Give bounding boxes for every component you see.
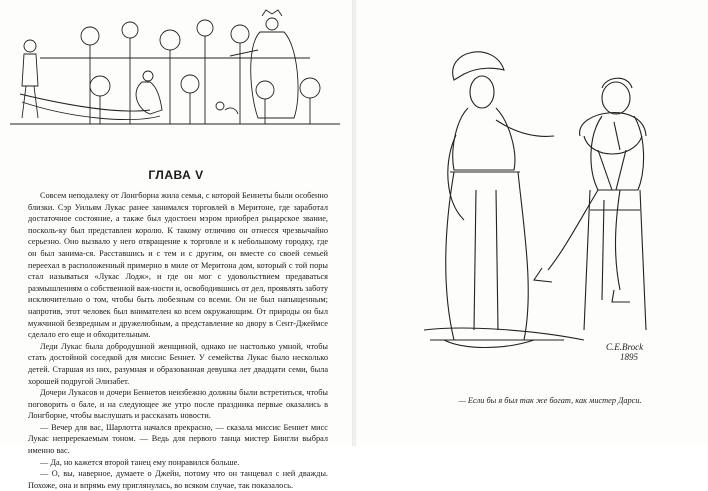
left-page [0, 0, 352, 490]
paragraph: — Вечер для вас, Шарлотта начался прекрасно, — сказала миссис Беннет мисс Лукас непререкаемым тоном. — Ведь для первого танца мистер Бингли выбрал именно вас. [28, 422, 328, 456]
illustration-woman-and-boy [384, 40, 684, 390]
paragraph: — Да, но кажется второй танец ему понравился больше. [40, 457, 240, 467]
header-illustration [10, 6, 340, 134]
illustration-caption: — Если бы я был так же богат, как мистер Дарси. [458, 396, 642, 405]
paragraph: Леди Лукас была добродушной женщиной, однако не настолько умной, чтобы стать достойной соседкой для миссис Беннет. У семейства Лукас было несколько детей. Старшая из них, разумная и образованная девушка лет двадцати семи, была хорошей подругой Элизабет. [28, 341, 328, 386]
paragraph: Совсем неподалеку от Лонгборна жила семья, с которой Беннеты были особенно близки. Сэр Уильям Лукас ранее занимался торговлей в Меритоне, где заработал достаточное состояние, а также был удостоен мэром приобрел рыцарское звание, посколь-ку был представлен королю. К такому отличию он отнесся чрезвычайно серьезно. Оно вызвало у него отвращение к торговле и к небольшому городку, где он был занима-ся. Расставшись и с тем и с другим, он вместе со своей семьей переехал в расположенный примерно в миле от Меритона дом, который с той поры стал называться «Лукас Лодж», и где он мог с удовольствием предаваться размышлениям о собственной важ-ности и, освободившись от дел, проявлять заботу исключительно о том, чтобы быть любезным со всеми. Он не был напыщенным; напротив, этот человек был внимателен ко всем окружающим. От природы он был мужчиной безвредным и дружелюбным, а представление ко двору в Сент-Джеймсе сделало его еще и обходительным. [28, 191, 328, 340]
artist-signature: C.E.Brock 1895 [606, 342, 644, 362]
paragraph: — О, вы, наверное, думаете о Джейн, потому что он танцевал с ней дважды. Похоже, она и впрямь ему приглянулась, во всяком случае, так показалось. [28, 469, 328, 490]
paragraph: Дочери Лукасов и дочери Беннетов неизбежно должны были встретиться, чтобы поговорить о бале, и на следующее же утро после праздника первые оказались в Лонгборне, чтобы выслушать и рассказать новости. [28, 388, 328, 421]
right-page [356, 0, 708, 446]
chapter-title: ГЛАВА V [148, 168, 204, 182]
